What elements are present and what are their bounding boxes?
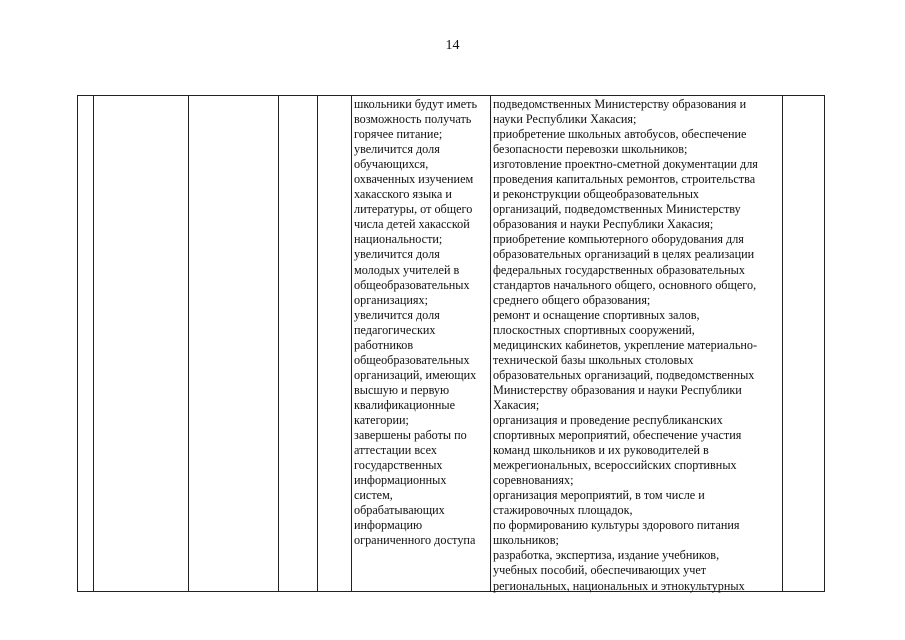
text-line: школьники будут иметь (354, 97, 478, 111)
text-line: изготовление проектно-сметной документации для (493, 157, 758, 172)
text-line: стандартов начального общего, основного общего, (493, 277, 757, 292)
column-divider (188, 96, 189, 591)
text-line: среднего общего образования; (493, 292, 651, 307)
measures-cell (493, 97, 758, 594)
text-line: команд школьников и их руководителей в (493, 443, 709, 458)
text-line: молодых учителей в (354, 262, 460, 277)
text-line: ремонт и оснащение спортивных залов, (493, 307, 700, 322)
text-line: проведения капитальных ремонтов, строительства (493, 172, 756, 187)
text-line: завершены работы по (354, 428, 467, 443)
text-line: ограниченного доступа (354, 533, 476, 548)
text-line: приобретение компьютерного оборудования для (493, 232, 744, 247)
text-line: информационных (354, 473, 447, 488)
text-line: Хакасия; (493, 397, 540, 412)
text-line: организаций, подведомственных Министерству (493, 202, 741, 217)
text-line: возможность получать (354, 112, 472, 127)
column-divider (782, 96, 783, 591)
text-line: Министерству образования и науки Республики (493, 382, 742, 397)
text-line: образовательных организаций, подведомственных (493, 367, 755, 382)
column-divider (278, 96, 279, 591)
text-line: общеобразовательных (354, 352, 470, 367)
text-line: квалификационные (354, 397, 455, 412)
text-line: работников (354, 337, 414, 352)
expected-results-cell (354, 97, 477, 548)
column-divider (93, 96, 94, 591)
column-divider (490, 96, 491, 591)
text-line: организация и проведение республиканских (493, 412, 723, 427)
text-line: спортивных мероприятий, обеспечение участия (493, 428, 742, 443)
text-line: региональных, национальных и этнокультурных (493, 578, 745, 593)
text-line: организациях; (354, 292, 428, 307)
text-line: охваченных изучением (354, 172, 474, 187)
text-line: информацию (354, 518, 423, 533)
text-line: горячее питание; (354, 127, 443, 142)
text-line: высшую и первую (354, 382, 450, 397)
text-line: образовательных организаций в целях реализации (493, 247, 755, 262)
column-divider (317, 96, 318, 591)
text-line: увеличится доля (354, 247, 440, 262)
text-line: и реконструкции общеобразовательных (493, 187, 700, 202)
text-line: медицинских кабинетов, укрепление материально- (493, 337, 758, 352)
text-line: образования и науки Республики Хакасия; (493, 217, 714, 232)
text-line: педагогических (354, 322, 436, 337)
text-line: учебных пособий, обеспечивающих учет (493, 563, 707, 578)
program-table (77, 95, 825, 592)
text-line: обрабатывающих (354, 503, 445, 518)
text-line: увеличится доля (354, 307, 440, 322)
text-line: государственных (354, 458, 443, 473)
column-divider (351, 96, 352, 591)
page-number: 14 (445, 38, 460, 53)
text-line: школьников; (493, 533, 559, 548)
text-line: литературы, от общего (354, 202, 473, 217)
text-line: федеральных государственных образовательных (493, 262, 745, 277)
text-line: категории; (354, 412, 409, 427)
text-line: плоскостных спортивных сооружений, (493, 322, 695, 337)
text-line: увеличится доля (354, 142, 440, 157)
text-line: общеобразовательных (354, 277, 470, 292)
text-line: межрегиональных, всероссийских спортивных (493, 458, 737, 473)
text-line: организаций, имеющих (354, 367, 477, 382)
text-line: подведомственных Министерству образования и (493, 97, 747, 111)
text-line: аттестации всех (354, 443, 437, 458)
text-line: обучающихся, (354, 157, 429, 172)
text-line: организация мероприятий, в том числе и (493, 488, 705, 503)
text-line: систем, (354, 488, 393, 503)
text-line: безопасности перевозки школьников; (493, 142, 688, 157)
text-line: числа детей хакасской (354, 217, 470, 232)
text-line: разработка, экспертиза, издание учебников, (493, 548, 720, 563)
text-line: соревнованиях; (493, 473, 574, 488)
text-line: хакасского языка и (354, 187, 452, 202)
text-line: по формированию культуры здорового питания (493, 518, 740, 533)
text-line: науки Республики Хакасия; (493, 112, 637, 127)
text-line: стажировочных площадок, (493, 503, 633, 518)
text-line: приобретение школьных автобусов, обеспечение (493, 127, 747, 142)
text-line: технической базы школьных столовых (493, 352, 694, 367)
text-line: национальности; (354, 232, 443, 247)
